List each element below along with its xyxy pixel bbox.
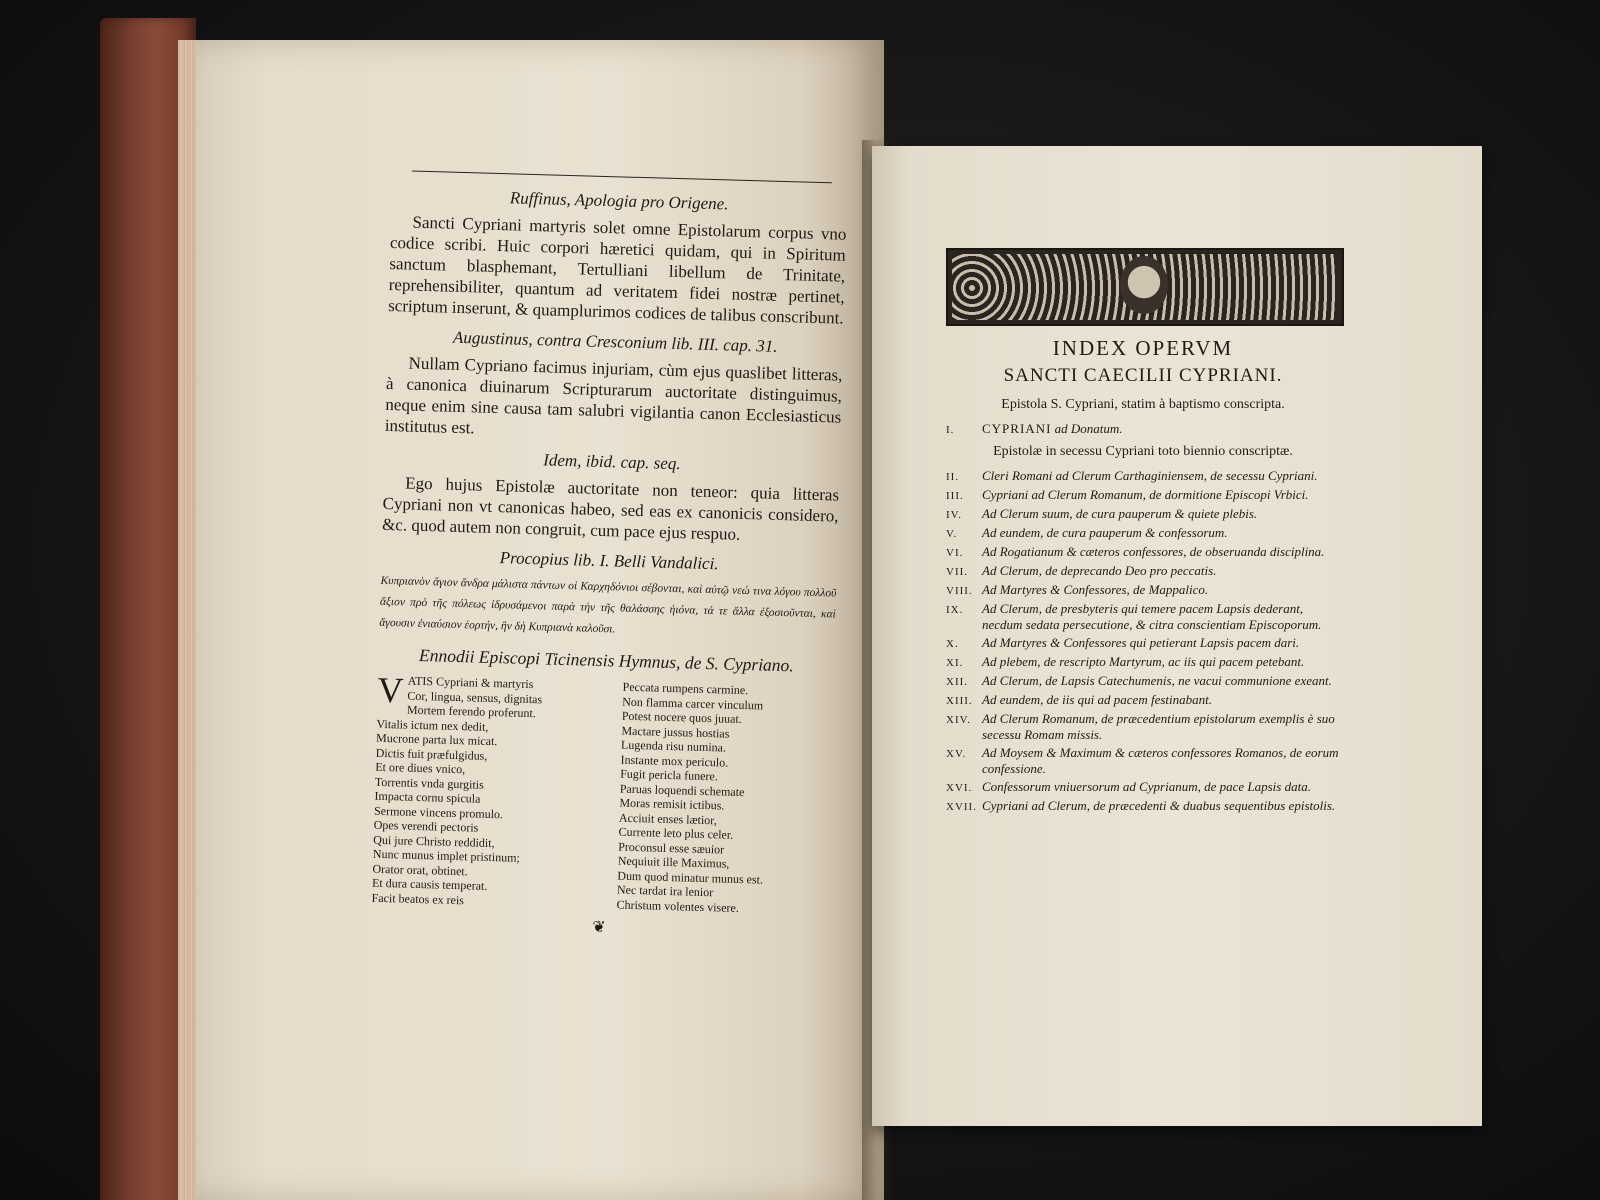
entry-number: XVII. bbox=[946, 801, 977, 813]
hymn-line: Fugit pericla funere. bbox=[620, 766, 719, 784]
entry-number: V. bbox=[946, 528, 958, 540]
entry-text: Ad Clerum suum, de cura pauperum & quiete plebis. bbox=[982, 506, 1258, 521]
hymn-line: Cor, lingua, sensus, dignitas bbox=[407, 688, 543, 706]
hymn-line: Sermone vincens promulo. bbox=[373, 803, 504, 821]
hymn-line: Facit beatos ex reis bbox=[371, 890, 465, 907]
hymn-line: Mactare jussus hostias bbox=[621, 723, 730, 741]
hymn-column-1-lines bbox=[371, 669, 588, 911]
hymn-line: Et dura causis temperat. bbox=[371, 875, 488, 893]
decorative-headpiece bbox=[946, 248, 1344, 326]
hymn-line: Dictis fuit præfulgidus, bbox=[375, 745, 488, 763]
hymn-line: Proconsul esse sæuior bbox=[618, 839, 725, 857]
entry-rest: ad Donatum. bbox=[1051, 421, 1123, 436]
augustinus-heading: Augustinus, contra Cresconium lib. III. cap. 31. bbox=[452, 327, 778, 356]
entry-number: XIII. bbox=[946, 695, 973, 707]
entry-number: X. bbox=[946, 638, 959, 650]
index-title: INDEX OPERVM bbox=[1052, 336, 1234, 360]
hymn-line: Mortem ferendo proferunt. bbox=[406, 702, 537, 721]
hymn-title: Ennodii Episcopi Ticinensis Hymnus, de S. Cypriano. bbox=[418, 644, 794, 676]
index-entry bbox=[946, 544, 1340, 561]
entry-text: Ad Martyres & Confessores, de Mappalico. bbox=[982, 582, 1209, 597]
hymn-line: Mucrone parta lux micat. bbox=[375, 730, 498, 749]
index-entry bbox=[946, 798, 1340, 815]
entry-number: XVI. bbox=[946, 782, 973, 794]
entry-text: Ad Clerum, de Lapsis Catechumenis, ne vacui communione exeant. bbox=[982, 673, 1332, 688]
hymn-dropcap: V bbox=[376, 669, 405, 711]
procopius-heading: Procopius lib. I. Belli Vandalici. bbox=[499, 548, 719, 574]
index-entry bbox=[946, 468, 1340, 485]
hymn-line: Acciuit enses lætior, bbox=[618, 810, 718, 827]
index-entry bbox=[946, 692, 1340, 709]
entry-text: Ad eundem, de cura pauperum & confessorum. bbox=[982, 525, 1228, 540]
entry-number: XII. bbox=[946, 676, 969, 688]
index-entry bbox=[946, 601, 1340, 633]
entry-number: IX. bbox=[946, 604, 964, 616]
hymn-line: Peccata rumpens carmine. bbox=[622, 679, 749, 698]
entry-number: XV. bbox=[946, 748, 967, 760]
index-entry bbox=[946, 635, 1340, 652]
index-entry bbox=[946, 654, 1340, 671]
entry-number: XI. bbox=[946, 657, 964, 669]
hymn-column-2-lines bbox=[616, 680, 833, 918]
fleuron-ornament: ❦ bbox=[591, 918, 606, 937]
hymn-line: Paruas loquendi schemate bbox=[619, 781, 745, 799]
hymn-line: Potest nocere quos juuat. bbox=[621, 708, 742, 726]
mask-ornament bbox=[1120, 256, 1168, 314]
hymn-line: Instante mox periculo. bbox=[620, 752, 729, 770]
entry-text: Ad Moysem & Maximum & cæteros confessores Romanos, de eorum confessione. bbox=[982, 745, 1339, 776]
index-entry bbox=[946, 506, 1340, 523]
entry-text: Confessorum vniuersorum ad Cyprianum, de pace Lapsis data. bbox=[982, 779, 1311, 794]
section-note-baptism: Epistola S. Cypriani, statim à baptismo conscripta. bbox=[1001, 397, 1285, 412]
entry-number: XIV. bbox=[946, 714, 971, 726]
index-entry bbox=[946, 582, 1340, 599]
entry-number: III. bbox=[946, 490, 964, 502]
ruffinus-heading: Ruffinus, Apologia pro Origene. bbox=[509, 188, 729, 214]
hymn-line: Torrentis vnda gurgitis bbox=[374, 774, 485, 792]
entry-text: Cypriani ad Clerum Romanum, de dormitione Episcopi Vrbici. bbox=[982, 487, 1309, 502]
index-entry bbox=[946, 421, 1340, 438]
hymn-line: Orator orat, obtinet. bbox=[372, 861, 468, 878]
entry-text: Ad plebem, de rescripto Martyrum, ac iis qui pacem petebant. bbox=[982, 654, 1305, 669]
index-entry bbox=[946, 711, 1340, 743]
index-subtitle: SANCTI CAECILII CYPRIANI. bbox=[1003, 365, 1283, 386]
greek-quotation: Κυπριανὸν ἅγιον ἄνδρα μάλιστα πάντων οἱ Καρχηδόνιοι σέβονται, καὶ αὐτῷ νεώ τινα λόγου πολλοῦ ἄξιον πρὸ τῆς πόλεως ἱδρυσάμενοι παρὰ τὴν τῆς θαλάσσης ἠιόνα, τά τε ἄλλα ἐξοσιοῦνται, καὶ ἄγουσιν ἐνιαύσιον ἑορτήν, ἣν δὴ Κυπριανὰ καλοῦσι. bbox=[379, 574, 837, 636]
hymn-line: Opes verendi pectoris bbox=[373, 817, 479, 835]
hymn-line: Moras remisit ictibus. bbox=[619, 795, 725, 813]
entry-number: VII. bbox=[946, 566, 969, 578]
entry-text: Cleri Romani ad Clerum Carthaginiensem, de secessu Cypriani. bbox=[982, 468, 1318, 483]
hymn-line: Qui jure Christo reddidit, bbox=[373, 832, 495, 850]
entry-text: Ad Clerum, de presbyteris qui temere pacem Lapsis dederant, necdum sedata persecutione, & citra conscientiam Episcoporum. bbox=[982, 601, 1322, 632]
hymn-line: Vitalis ictum nex dedit, bbox=[376, 716, 489, 734]
entry-text: Ad Clerum, de deprecando Deo pro peccatis. bbox=[982, 563, 1217, 578]
index-entry bbox=[946, 745, 1340, 777]
entry-number: IV. bbox=[946, 509, 962, 521]
entry-text: Ad Clerum Romanum, de præcedentium epistolarum exemplis è suo secessu Romam missis. bbox=[982, 711, 1335, 742]
hymn-line: Lugenda risu numina. bbox=[620, 737, 727, 755]
entry-text bbox=[982, 421, 1340, 438]
idem-heading: Idem, ibid. cap. seq. bbox=[542, 450, 681, 474]
entry-number: VI. bbox=[946, 547, 964, 559]
right-page-content bbox=[946, 248, 1340, 817]
entry-author: CYPRIANI bbox=[982, 421, 1052, 436]
index-entry bbox=[946, 779, 1340, 796]
hymn-line: Non flamma carcer vinculum bbox=[622, 694, 764, 713]
entry-text: Ad Rogatianum & cæteros confessores, de obseruanda disciplina. bbox=[982, 544, 1325, 559]
section-note-secessus: Epistolæ in secessu Cypriani toto biennio conscriptæ. bbox=[993, 444, 1293, 459]
entry-number: II. bbox=[946, 471, 960, 483]
entry-number: I. bbox=[946, 424, 955, 436]
hymn-line: Nunc munus implet pristinum; bbox=[372, 846, 521, 865]
index-entry-list bbox=[946, 468, 1340, 815]
left-page-content bbox=[371, 170, 848, 943]
index-entry bbox=[946, 563, 1340, 580]
hymn-verses bbox=[371, 669, 833, 918]
hymn-line: Impacta cornu spicula bbox=[374, 788, 481, 806]
hymn-line: Nec tardat ira lenior bbox=[616, 882, 714, 900]
index-entry bbox=[946, 673, 1340, 690]
augustinus-paragraph: Nullam Cypriano facimus injuriam, cùm ejus quaslibet litteras, à canonica diuinarum Scripturarum auctoritate distinguimus, neque enim sine causa tam salubri vigilantia canon Ecclesiasticus institutus est. bbox=[384, 353, 843, 438]
hymn-line: Dum quod minatur munus est. bbox=[617, 868, 764, 887]
hymn-line: Currente leto plus celer. bbox=[618, 824, 734, 842]
entry-text: Cypriani ad Clerum, de præcedenti & duabus sequentibus epistolis. bbox=[982, 798, 1336, 813]
hymn-column-2 bbox=[616, 680, 833, 918]
idem-paragraph: Ego hujus Epistolæ auctoritate non teneor: quia litteras Cypriani non vt canonicas habeo, sed eas ex canonicis considero, &c. quod autem non congruit, cum pace ejus respuo. bbox=[381, 473, 840, 544]
hymn-line: Christum volentes visere. bbox=[616, 897, 740, 915]
entry-text: Ad eundem, de iis qui ad pacem festinabant. bbox=[982, 692, 1212, 707]
entry-number: VIII. bbox=[946, 585, 973, 597]
hymn-line: Nequiuit ille Maximus, bbox=[617, 853, 730, 871]
ruffinus-paragraph: Sancti Cypriani martyris solet omne Epistolarum corpus vno codice scribi. Huic corpori hæretici quidam, qui in Spiritum sanctum blasphemant, Tertulliani libellum de Trinitate, reprehensibiliter, quantum ad veritatem fidei nostræ pertinet, scriptum inserunt, & quamplurimos codices de talibus conscribunt. bbox=[387, 212, 847, 328]
hymn-line: ATIS Cypriani & martyris bbox=[407, 673, 534, 692]
index-entry bbox=[946, 487, 1340, 504]
index-entry bbox=[946, 525, 1340, 542]
entry-text: Ad Martyres & Confessores qui petierant Lapsis pacem dari. bbox=[982, 635, 1300, 650]
hymn-column-1 bbox=[371, 669, 588, 911]
hymn-line: Et ore diues vnico, bbox=[375, 759, 466, 777]
